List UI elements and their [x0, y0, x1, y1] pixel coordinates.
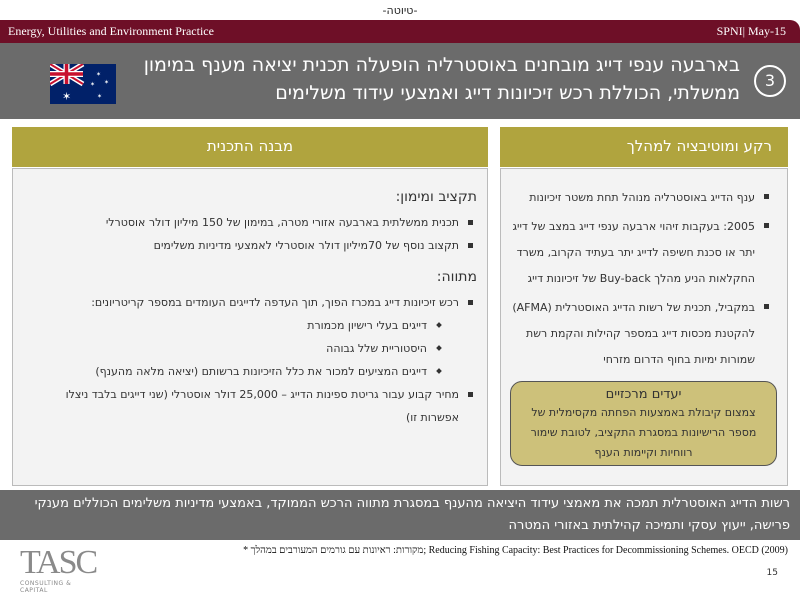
list-item: מחיר קבוע עבור גריטת ספינות הדייג – 25,000 דולר אוסטרלי (שני דייגים בלבד ניצלו אפשרות זו) — [27, 383, 477, 429]
svg-text:✶: ✶ — [104, 79, 110, 86]
outline-title: מתווה: — [436, 269, 477, 285]
program-structure-header: מבנה התכנית — [12, 127, 488, 167]
program-structure-panel — [12, 168, 488, 486]
tasc-logo — [20, 546, 100, 594]
client-date: SPNI| May-15 — [716, 24, 786, 38]
criteria-item: דייגים בעלי רישיון מכמורת — [27, 314, 477, 337]
draft-label: -טיוטה- — [382, 4, 418, 17]
logo-tagline: CONSULTING & CAPITAL — [20, 580, 72, 594]
title-band — [0, 43, 800, 119]
list-item: תקצוב נוסף של 70מיליון דולר אוסטרלי לאמצעי מדיניות משלימים — [27, 234, 477, 257]
list-item: תכנית ממשלתית בארבעה אזורי מטרה, במימון של 150 מיליון דולר אוסטרלי — [27, 211, 477, 234]
criteria-item: דייגים המציעים למכור את כלל הזיכיונות ברשותם (יציאה מלאה מהענף) — [27, 360, 477, 383]
key-goals-box — [510, 381, 777, 466]
goals-text: צמצום קיבולת באמצעות הפחתה מקסימלית של מספר הרישיונות במסגרת התקציב, לטובת שימור רווחיות וקיימות הענף — [530, 406, 757, 459]
list-item: במקביל, תכנית של רשות הדייג האוסטרלית (AFMA) להקטנת מכסות דייג במספר קהילות והקמת רשת שמורות ימיות בחוף הדרום מזרחי — [509, 295, 773, 373]
list-item: 2005: בעקבות זיהוי ארבעה ענפי דייג במצב של דייג יתר או סכנת חשיפה לדייג יתר בעתיד הקרוב, משרד החקלאות הניע מהלך Buy-back של זיכיונות דייג — [509, 214, 773, 292]
logo-name: TASC — [20, 544, 97, 581]
page-number: 15 — [766, 568, 778, 578]
goals-title: יעדים מרכזיים — [605, 387, 682, 402]
criteria-item: היסטוריית שלל גבוהה — [27, 337, 477, 360]
list-item: ענף הדייג באוסטרליה מנוהל תחת משטר זיכיונות — [509, 185, 773, 211]
conclusion-band: רשות הדייג האוסטרלית תמכה את מאמצי עידוד היציאה מהענף במסגרת מתווה הרכש הממוקד, באמצעי מדיניות משלימים הכוללים מענקי פרישה, ייעוץ עסקי ותמיכה קהילתית באזורי המטרה — [0, 490, 800, 540]
australia-flag-icon — [50, 64, 116, 104]
svg-text:✶: ✶ — [62, 90, 72, 103]
top-bar — [0, 20, 800, 43]
svg-text:✶: ✶ — [97, 93, 103, 100]
list-item: רכש זיכיונות דייג במכרז הפוך, תוך העדפה לדייגים העומדים במספר קריטריונים: — [27, 291, 477, 314]
slide-section-number: 3 — [754, 65, 786, 97]
practice-name: Energy, Utilities and Environment Practice — [8, 24, 214, 38]
svg-text:✶: ✶ — [90, 81, 96, 88]
background-header: רקע ומוטיבציה למהלך — [500, 127, 788, 167]
svg-text:✶: ✶ — [96, 71, 102, 78]
budget-title: תקציב ומימון: — [395, 189, 477, 205]
slide-title: בארבעה ענפי דייג מובחנים באוסטרליה הופעלה תכנית יציאה מענף במימון ממשלתי, הכוללת רכש זיכיונות דייג ואמצעי עידוד משלימים — [143, 54, 740, 104]
source-note: * מקורות: ראיונות עם גורמים המעורבים במהלך; Reducing Fishing Capacity: Best Practices for Decommissioning Schemes. OECD (2009) — [243, 545, 788, 556]
